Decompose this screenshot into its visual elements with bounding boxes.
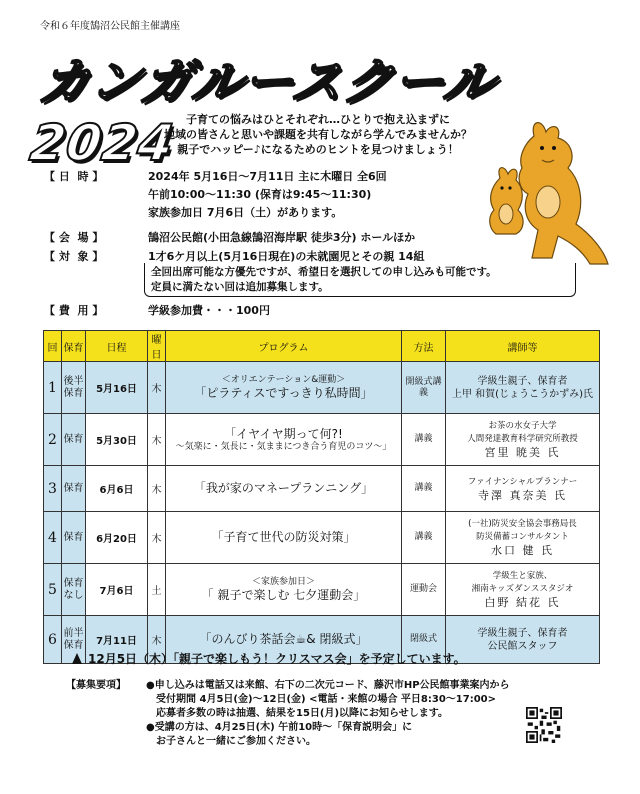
qr-code[interactable] xyxy=(526,707,562,743)
lecturer-name: 上甲 和賀(じょうこうかずみ)氏 xyxy=(452,388,593,400)
program-cell xyxy=(166,564,402,616)
program-sub: ＜家族参加日＞ xyxy=(251,576,315,587)
childcare-cell: 保育 xyxy=(62,512,86,564)
col-header: 方法 xyxy=(402,331,446,362)
session-number: 6 xyxy=(44,616,62,664)
lecturer-cell xyxy=(446,616,600,664)
weekday-cell: 木 xyxy=(148,512,166,564)
table-row xyxy=(44,414,600,466)
session-number: 3 xyxy=(44,466,62,512)
col-header: 曜日 xyxy=(148,331,166,362)
fee-label: 【 費 用 】 xyxy=(44,304,104,317)
program-title: 「我が家のマネープランニング」 xyxy=(193,481,374,495)
date-cell: 6月6日 xyxy=(86,466,148,512)
col-header: プログラム xyxy=(166,331,402,362)
intro-line: 親子でハッピー♪になるためのヒントを見つけましょう！ xyxy=(177,143,459,156)
intro-text xyxy=(118,112,518,157)
date-cell: 6月20日 xyxy=(86,512,148,564)
lecturer-name: 公民館スタッフ xyxy=(487,640,558,652)
target-value: 1才6ケ月以上(5月16日現在)の未就園児とその親 14組 xyxy=(148,250,425,263)
intro-line: 子育ての悩みはひとそれぞれ…ひとりで抱え込まずに xyxy=(186,113,450,126)
table-row xyxy=(44,362,600,414)
program-title: 「のんびり茶話会☕& 閉級式」 xyxy=(199,632,368,646)
program-cell xyxy=(166,466,402,512)
recruitment-label: 【募集要項】 xyxy=(66,680,126,691)
fee-value: 学級参加費・・・100円 xyxy=(148,304,270,317)
lecturer-cell xyxy=(446,362,600,414)
program-cell xyxy=(166,414,402,466)
sponsor-line: 令和６年度鵠沼公民館主催講座 xyxy=(40,21,180,32)
program-tagline: ～気楽に・気長に・気ままにつき合う育児のコツ～」 xyxy=(175,441,392,452)
program-title: 「子育て世代の防災対策」 xyxy=(211,530,356,544)
session-number: 2 xyxy=(44,414,62,466)
target-note: 全回出席可能な方優先ですが、希望日を選択しての申し込みも可能です。 xyxy=(151,266,497,278)
recruitment-line: ●受講の方は、4月25日(木) 午前10時～「保育説明会」に xyxy=(146,722,413,733)
venue-label: 【 会 場 】 xyxy=(44,231,104,244)
program-cell xyxy=(166,362,402,414)
datetime-line: 家族参加日 7月6日（土）があります。 xyxy=(148,206,343,219)
target-label: 【 対 象 】 xyxy=(44,250,104,263)
lecturer-cell xyxy=(446,512,600,564)
lecturer-mid: 湘南キッズダンススタジオ xyxy=(471,584,574,594)
lecturer-top: 学級生親子、保育者 xyxy=(477,375,568,387)
page-title: カンガルースクール2024 xyxy=(26,53,499,172)
lecturer-top: 学級生と家族、 xyxy=(492,571,553,581)
recruitment-line: 応募者多数の時は抽選、結果を15日(月)以降にお知らせします。 xyxy=(156,708,448,719)
col-header: 日程 xyxy=(86,331,148,362)
program-table xyxy=(43,330,600,664)
recruitment-line: お子さんと一緒にご参加ください。 xyxy=(156,736,316,747)
table-row xyxy=(44,512,600,564)
childcare-cell: 保育 xyxy=(62,414,86,466)
lecturer-name: 白野 結花 氏 xyxy=(484,596,561,609)
lecturer-top: ファイナンシャルプランナー xyxy=(467,476,578,487)
col-header: 保育 xyxy=(62,331,86,362)
intro-line: 地域の皆さんと思いや課題を共有しながら学んでみませんか？ xyxy=(164,128,472,141)
weekday-cell: 木 xyxy=(148,414,166,466)
christmas-notice xyxy=(72,650,466,667)
lecturer-top: 学級生親子、保育者 xyxy=(477,627,568,639)
method-cell: 講義 xyxy=(402,512,446,564)
venue-value: 鵠沼公民館(小田急線鵠沼海岸駅 徒歩3分) ホールほか xyxy=(148,231,416,244)
col-header: 回 xyxy=(44,331,62,362)
childcare-cell: 後半保育 xyxy=(62,362,86,414)
program-sub: ＜オリエンテーション&運動＞ xyxy=(221,374,346,385)
weekday-cell: 木 xyxy=(148,466,166,512)
lecturer-cell xyxy=(446,466,600,512)
lecturer-name: 宮里 暁美 氏 xyxy=(484,446,561,459)
weekday-cell: 木 xyxy=(148,362,166,414)
lecturer-name: 水口 健 氏 xyxy=(491,544,554,557)
datetime-line: 2024年 5月16日～7月11日 主に木曜日 全6回 xyxy=(148,170,387,183)
method-cell: 閉級式 xyxy=(402,616,446,664)
program-title: 「イヤイヤ期って何?! xyxy=(224,426,343,441)
program-cell xyxy=(166,512,402,564)
method-cell: 講義 xyxy=(402,414,446,466)
childcare-cell: 保育なし xyxy=(62,564,86,616)
datetime-line: 午前10:00～11:30 (保育は9:45～11:30) xyxy=(148,188,372,201)
lecturer-top: お茶の水女子大学 xyxy=(488,421,557,431)
date-cell: 7月6日 xyxy=(86,564,148,616)
table-row xyxy=(44,466,600,512)
childcare-cell: 前半保育 xyxy=(62,616,86,664)
table-row xyxy=(44,564,600,616)
lecturer-cell xyxy=(446,414,600,466)
method-cell: 運動会 xyxy=(402,564,446,616)
target-notes xyxy=(144,263,576,297)
session-number: 4 xyxy=(44,512,62,564)
lecturer-mid: 人間発達教育科学研究所教授 xyxy=(467,434,578,444)
recruitment-line: 受付期間 4月5日(金)～12日(金) <電話・来館の場合 平日8:30～17:00> xyxy=(156,694,497,705)
program-title: 「 親子で楽しむ 七夕運動会」 xyxy=(201,587,366,602)
childcare-cell: 保育 xyxy=(62,466,86,512)
date-cell: 5月30日 xyxy=(86,414,148,466)
datetime-label: 【 日 時 】 xyxy=(44,170,104,183)
col-header: 講師等 xyxy=(446,331,600,362)
lecturer-name: 寺澤 真奈美 氏 xyxy=(478,488,567,502)
method-cell: 講義 xyxy=(402,466,446,512)
session-number: 1 xyxy=(44,362,62,414)
recruitment-line: ●申し込みは電話又は来館、右下の二次元コード、藤沢市HP公民館事業案内から xyxy=(146,680,510,691)
christmas-tree-icon xyxy=(72,653,82,664)
program-title: 「ピラティスですっきり私時間」 xyxy=(194,385,373,400)
session-number: 5 xyxy=(44,564,62,616)
weekday-cell: 土 xyxy=(148,564,166,616)
lecturer-top: (一社)防災安全協会事務局長 xyxy=(468,519,577,529)
date-cell: 7月11日 xyxy=(86,616,148,664)
christmas-text: 12月5日（木）「親子で楽しもう！クリスマス会」を予定しています。 xyxy=(88,652,466,666)
target-note: 定員に満たない回は追加募集します。 xyxy=(151,281,329,293)
date-cell: 5月16日 xyxy=(86,362,148,414)
weekday-cell: 木 xyxy=(148,616,166,664)
lecturer-cell xyxy=(446,564,600,616)
lecturer-mid: 防災備蓄コンサルタント xyxy=(476,532,569,542)
method-cell: 開級式講義 xyxy=(402,362,446,414)
